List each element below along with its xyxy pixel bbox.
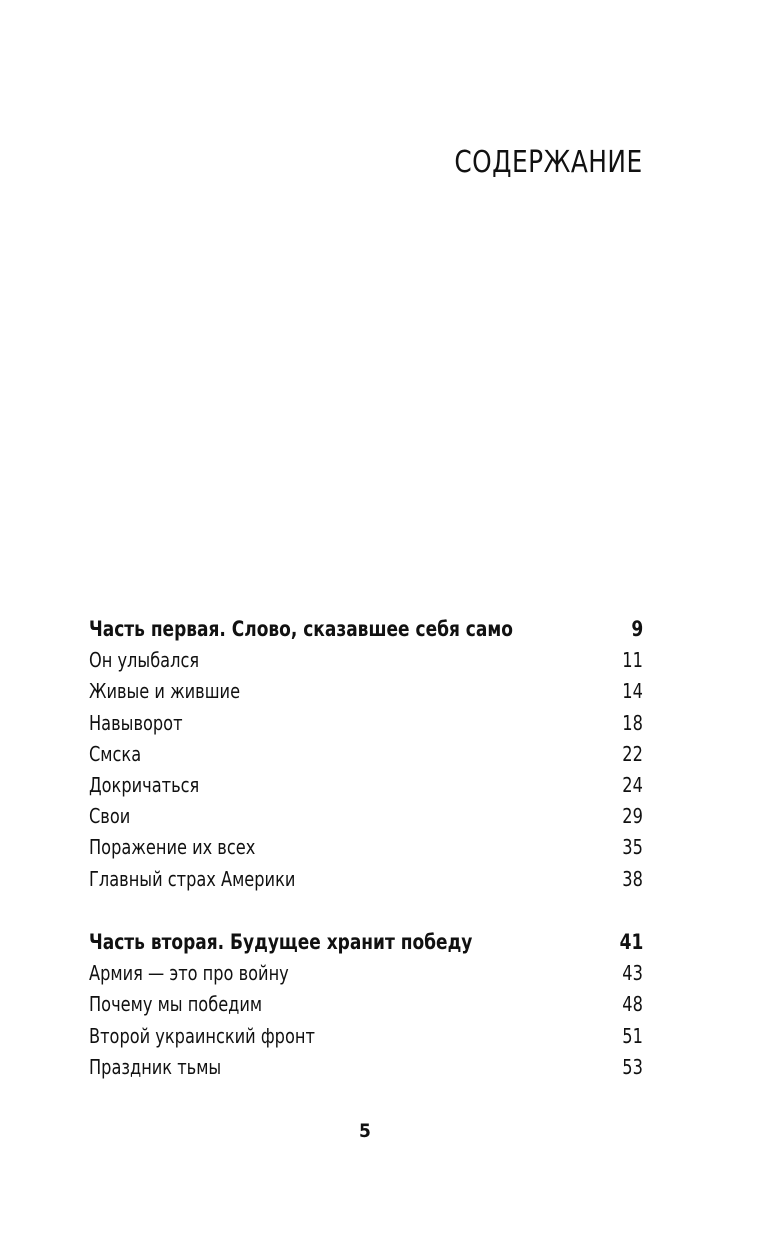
toc-part-1	[89, 614, 643, 895]
toc-chapter-label: Второй украинский фронт	[89, 1023, 315, 1048]
toc-part-heading-label: Часть первая. Слово, сказавшее себя само	[89, 617, 513, 641]
toc-chapter-label: Армия — это про войну	[89, 961, 289, 986]
toc-chapter-page: 14	[622, 679, 643, 704]
toc-chapter-label: Поражение их всех	[89, 835, 256, 860]
toc-chapter-page: 53	[622, 1054, 643, 1079]
page-title: СОДЕРЖАНИЕ	[454, 145, 643, 180]
toc-chapter-row[interactable]	[89, 645, 643, 676]
toc-chapter-row[interactable]	[89, 832, 643, 863]
toc-part-heading[interactable]	[89, 614, 643, 645]
toc-chapter-page: 11	[622, 648, 643, 673]
page-number: 5	[359, 1120, 371, 1142]
toc-chapter-label: Живые и жившие	[89, 679, 241, 704]
toc-part-2	[89, 927, 643, 1083]
toc-chapter-row[interactable]	[89, 801, 643, 832]
toc-chapter-label: Докричаться	[89, 772, 200, 797]
toc-chapter-row[interactable]	[89, 864, 643, 895]
toc-chapter-page: 18	[622, 710, 643, 735]
toc-chapter-label: Свои	[89, 804, 131, 829]
toc-chapter-row[interactable]	[89, 739, 643, 770]
toc-chapter-page: 22	[622, 741, 643, 766]
toc-chapter-page: 38	[622, 866, 643, 891]
toc-chapter-label: Он улыбался	[89, 648, 200, 673]
toc-chapter-label: Навыворот	[89, 710, 183, 735]
toc-chapter-row[interactable]	[89, 1021, 643, 1052]
toc-chapter-page: 24	[622, 772, 643, 797]
toc-chapter-page: 43	[622, 961, 643, 986]
toc-chapter-row[interactable]	[89, 1052, 643, 1083]
toc-chapter-row[interactable]	[89, 770, 643, 801]
toc-chapter-label: Главный страх Америки	[89, 866, 296, 891]
toc-chapter-label: Праздник тьмы	[89, 1054, 222, 1079]
toc-part-heading[interactable]	[89, 927, 643, 958]
toc-chapter-row[interactable]	[89, 676, 643, 707]
toc-chapter-page: 48	[622, 992, 643, 1017]
toc-chapter-label: Почему мы победим	[89, 992, 263, 1017]
toc-chapter-page: 29	[622, 804, 643, 829]
toc-chapter-page: 51	[622, 1023, 643, 1048]
toc-chapter-row[interactable]	[89, 958, 643, 989]
toc-chapter-label: Смска	[89, 741, 142, 766]
toc-part-heading-page: 41	[619, 930, 643, 954]
toc-part-heading-page: 9	[631, 617, 643, 641]
toc-chapter-row[interactable]	[89, 708, 643, 739]
toc-chapter-page: 35	[622, 835, 643, 860]
toc-part-heading-label: Часть вторая. Будущее хранит победу	[89, 930, 473, 954]
toc-chapter-row[interactable]	[89, 989, 643, 1020]
